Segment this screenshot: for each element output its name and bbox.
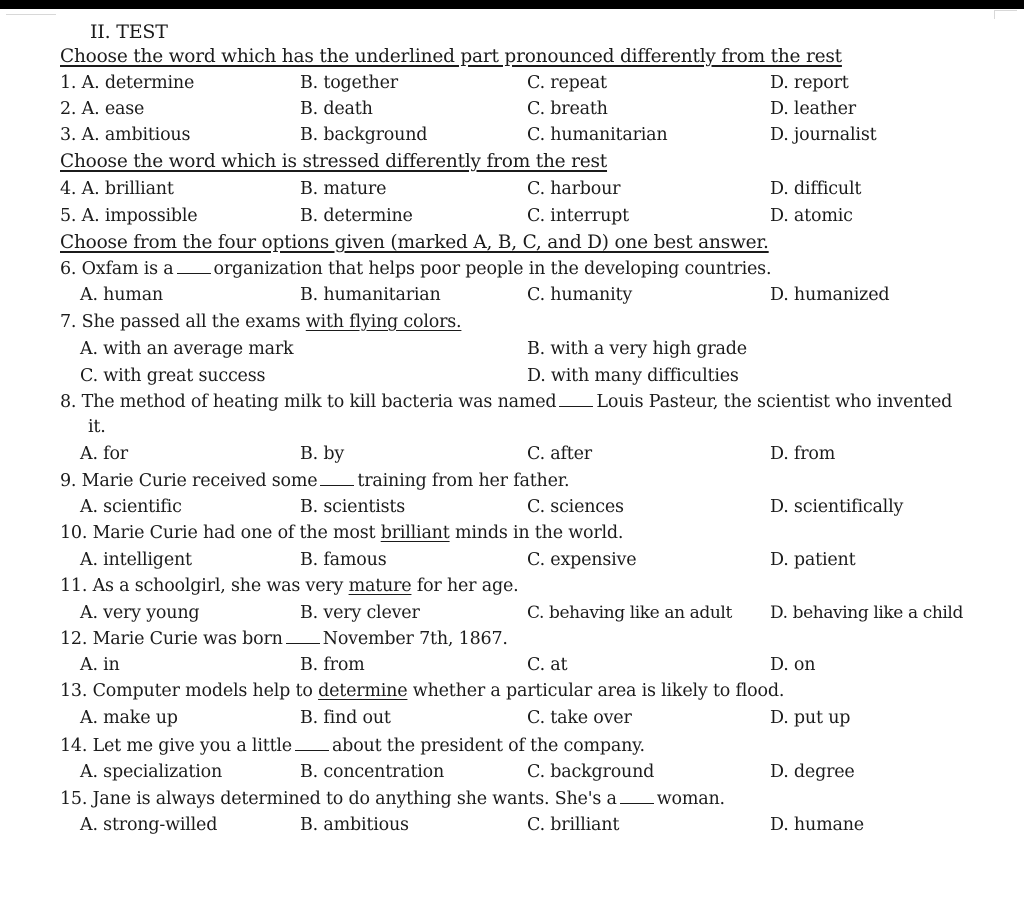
stem-start: 8. The method of heating milk to kill bacteria was named (60, 392, 557, 412)
question-2 (0, 96, 1024, 122)
section-3-line (0, 230, 1024, 256)
section-instruction: Choose the word which has the underlined part pronounced differently from the rest (60, 46, 842, 67)
option-c: C. humanitarian (527, 125, 668, 145)
stem-start: 15. Jane is always determined to do anything she wants. She's a (60, 789, 617, 809)
option-c: C. with great success (80, 366, 266, 386)
question-15-stem (0, 786, 1024, 812)
stem-start: 12. Marie Curie was born (60, 629, 283, 649)
option-a: A. intelligent (80, 550, 192, 570)
question-9-stem (0, 468, 1024, 494)
option-d: D. with many difficulties (527, 366, 739, 386)
underlined-phrase: with flying colors. (305, 312, 462, 332)
question-text (60, 520, 623, 546)
option-d: D. leather (770, 99, 856, 119)
question-11-stem (0, 573, 1024, 599)
option-b: B. death (300, 99, 373, 119)
question-9-options (0, 494, 1024, 520)
option-d: D. behaving like a child (770, 603, 963, 623)
question-7-options-row2 (0, 363, 1024, 389)
option-c: C. breath (527, 99, 608, 119)
question-text (60, 626, 508, 652)
stem-start: 10. Marie Curie had one of the most (60, 523, 376, 543)
question-text (60, 733, 645, 759)
option-d: D. put up (770, 708, 851, 728)
option-a: A. with an average mark (80, 339, 294, 359)
answer-blank (320, 473, 354, 486)
option-a: 5. A. impossible (60, 206, 198, 226)
question-11-options (0, 600, 1024, 626)
question-text (60, 256, 771, 282)
option-d: D. atomic (770, 206, 853, 226)
question-text (60, 573, 518, 599)
underlined-word: determine (318, 681, 408, 701)
question-8-stem-cont (0, 414, 1024, 440)
option-c: C. after (527, 444, 592, 464)
question-text (60, 786, 725, 812)
option-b: B. determine (300, 206, 413, 226)
option-a: A. for (80, 444, 128, 464)
stem-start: 6. Oxfam is a (60, 259, 174, 279)
stem-end: woman. (656, 789, 725, 809)
question-14-options (0, 759, 1024, 785)
question-8-stem (0, 389, 1024, 415)
option-c: C. humanity (527, 285, 633, 305)
question-7-stem (0, 309, 1024, 335)
stem-start: 9. Marie Curie received some (60, 471, 318, 491)
option-d: D. difficult (770, 179, 862, 199)
question-5 (0, 203, 1024, 229)
option-c: C. expensive (527, 550, 637, 570)
option-c: C. repeat (527, 73, 607, 93)
option-b: B. concentration (300, 762, 445, 782)
option-d: D. scientifically (770, 497, 904, 517)
underlined-word: mature (348, 576, 412, 596)
question-10-options (0, 547, 1024, 573)
option-c: C. harbour (527, 179, 621, 199)
option-a: A. in (80, 655, 120, 675)
stem-end: organization that helps poor people in the developing countries. (213, 259, 772, 279)
option-b: B. mature (300, 179, 387, 199)
question-7-options-row1 (0, 336, 1024, 362)
option-b: B. very clever (300, 603, 420, 623)
question-3 (0, 122, 1024, 148)
stem-end: whether a particular area is likely to flood. (412, 681, 785, 701)
option-d: D. humanized (770, 285, 890, 305)
answer-blank (177, 261, 211, 274)
option-b: B. famous (300, 550, 387, 570)
option-c: C. at (527, 655, 568, 675)
option-b: B. together (300, 73, 398, 93)
stem-end: training from her father. (357, 471, 570, 491)
option-b: B. find out (300, 708, 391, 728)
option-a: 2. A. ease (60, 99, 145, 119)
option-b: B. background (300, 125, 428, 145)
option-a: A. very young (80, 603, 200, 623)
option-b: B. ambitious (300, 815, 409, 835)
option-d: D. patient (770, 550, 856, 570)
top-black-bar (0, 0, 1024, 9)
question-14-stem (0, 733, 1024, 759)
option-b: B. by (300, 444, 345, 464)
option-a: A. specialization (80, 762, 223, 782)
answer-blank (286, 631, 320, 644)
question-text (60, 678, 784, 704)
stem-end: November 7th, 1867. (322, 629, 508, 649)
question-12-options (0, 652, 1024, 678)
option-a: 1. A. determine (60, 73, 195, 93)
option-c: C. interrupt (527, 206, 629, 226)
stem-start: 7. She passed all the exams (60, 312, 301, 332)
section-2-line (0, 149, 1024, 175)
option-b: B. humanitarian (300, 285, 441, 305)
option-b: B. from (300, 655, 365, 675)
stem-end: Louis Pasteur, the scientist who invented (596, 392, 953, 412)
option-b: B. scientists (300, 497, 406, 517)
question-4 (0, 176, 1024, 202)
test-title: II. TEST (90, 21, 168, 43)
stem-start: 11. As a schoolgirl, she was very (60, 576, 344, 596)
option-a: A. scientific (80, 497, 182, 517)
question-12-stem (0, 626, 1024, 652)
section-instruction: Choose the word which is stressed differently from the rest (60, 151, 608, 172)
stem-start: 13. Computer models help to (60, 681, 313, 701)
answer-blank (295, 738, 329, 751)
option-a: A. make up (80, 708, 178, 728)
option-a: A. strong-willed (80, 815, 218, 835)
option-d: D. degree (770, 762, 855, 782)
question-8-options (0, 441, 1024, 467)
question-text (60, 468, 569, 494)
option-a: 4. A. brilliant (60, 179, 174, 199)
page-edge-right (994, 10, 1017, 19)
question-text (60, 309, 461, 335)
option-c: C. brilliant (527, 815, 620, 835)
option-d: D. humane (770, 815, 864, 835)
option-d: D. on (770, 655, 816, 675)
option-d: D. journalist (770, 125, 877, 145)
question-text (60, 389, 952, 415)
stem-start: 14. Let me give you a little (60, 736, 292, 756)
stem-end: for her age. (416, 576, 519, 596)
option-a: 3. A. ambitious (60, 125, 191, 145)
stem-continuation: it. (88, 417, 106, 437)
question-13-options (0, 705, 1024, 731)
question-1 (0, 70, 1024, 96)
question-6-options (0, 282, 1024, 308)
option-b: B. with a very high grade (527, 339, 747, 359)
test-title-line (0, 19, 1024, 45)
underlined-word: brilliant (380, 523, 450, 543)
option-c: C. sciences (527, 497, 624, 517)
question-6-stem (0, 256, 1024, 282)
option-d: D. from (770, 444, 836, 464)
section-1-line (0, 44, 1024, 70)
option-a: A. human (80, 285, 164, 305)
option-c: C. take over (527, 708, 632, 728)
option-c: C. behaving like an adult (527, 603, 732, 623)
question-15-options (0, 812, 1024, 838)
stem-end: minds in the world. (454, 523, 624, 543)
question-13-stem (0, 678, 1024, 704)
answer-blank (559, 394, 593, 407)
stem-end: about the president of the company. (331, 736, 645, 756)
option-c: C. background (527, 762, 655, 782)
answer-blank (620, 791, 654, 804)
question-10-stem (0, 520, 1024, 546)
option-d: D. report (770, 73, 849, 93)
section-instruction: Choose from the four options given (marked A, B, C, and D) one best answer. (60, 232, 769, 253)
